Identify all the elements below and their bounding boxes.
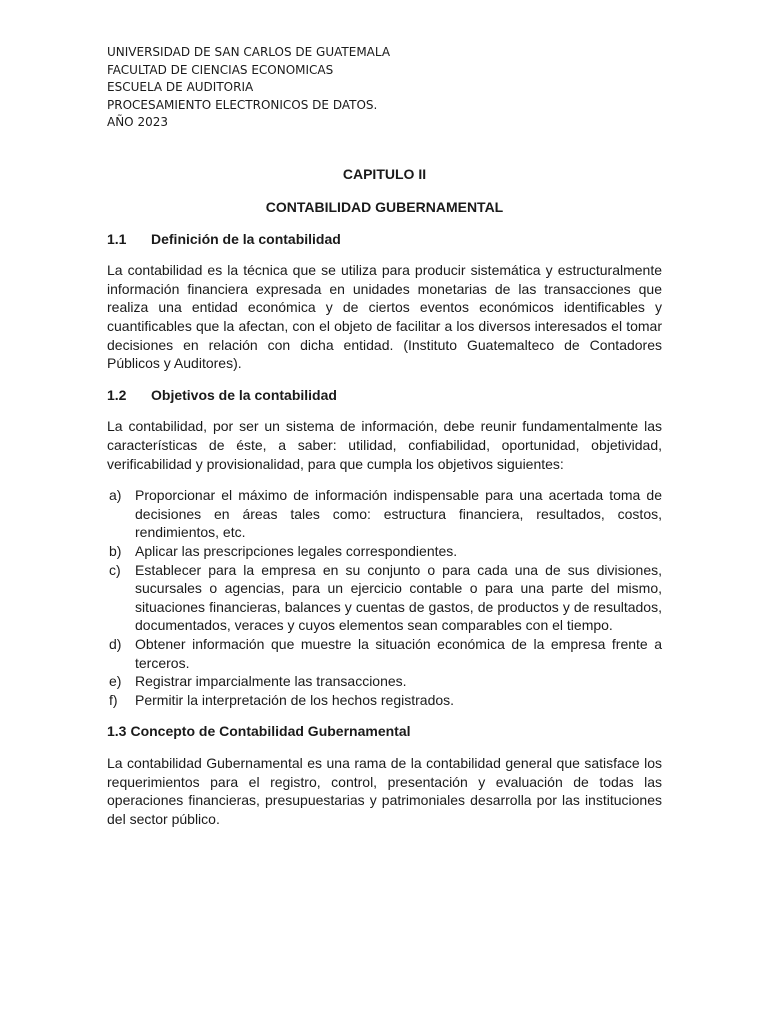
header-line-university: UNIVERSIDAD DE SAN CARLOS DE GUATEMALA [107, 45, 391, 59]
section-paragraph-1-2: La contabilidad, por ser un sistema de información, debe reunir fundamentalmente las características de éste, a saber: utilidad, confiabilidad, oportunidad, objetividad, verificabilidad y provisionalidad, para que cumpla los objetivos siguientes: [107, 418, 662, 472]
section-heading-1-3 [107, 722, 662, 741]
header-line-faculty: FACULTAD DE CIENCIAS ECONOMICAS [107, 62, 334, 77]
section-title: Objetivos de la contabilidad [151, 386, 337, 403]
institution-header [107, 44, 662, 132]
list-text: Registrar imparcialmente las transacciones. [135, 673, 407, 690]
chapter-subtitle: CONTABILIDAD GUBERNAMENTAL [265, 199, 504, 216]
list-item [107, 672, 662, 691]
list-marker: c) [109, 561, 121, 578]
header-line-course: PROCESAMIENTO ELECTRONICOS DE DATOS. [107, 97, 378, 112]
list-text: Establecer para la empresa en su conjunto o para cada una de sus divisiones, sucursales o agencias, para un ejercicio contable o para una parte del mismo, situaciones financieras, balances y cuentas de gastos, de productos y de resultados, documentados, veraces y cuyos elementos sean comparables con el tiempo. [135, 561, 662, 634]
section-number: 1.2 [107, 386, 127, 403]
list-marker: f) [109, 691, 118, 708]
list-text: Obtener información que muestre la situación económica de la empresa frente a terceros. [135, 635, 662, 671]
list-item [107, 542, 662, 561]
list-text: Permitir la interpretación de los hechos registrados. [135, 691, 455, 708]
list-item [107, 561, 662, 635]
list-item [107, 691, 662, 710]
list-text: Proporcionar el máximo de información indispensable para una acertada toma de decisiones en áreas tales como: estructura financiera, resultados, costos, rendimientos, etc. [135, 487, 662, 541]
header-line-year: AÑO 2023 [107, 115, 168, 129]
section-number: 1.1 [107, 230, 127, 247]
chapter-title: CAPITULO II [342, 165, 427, 182]
section-number: 1.3 [107, 723, 127, 740]
list-marker: d) [109, 635, 122, 652]
section-title: Concepto de Contabilidad Gubernamental [130, 723, 411, 740]
list-item [107, 486, 662, 542]
section-paragraph-1-1: La contabilidad es la técnica que se utiliza para producir sistemática y estructuralmente información financiera expresada en unidades monetarias de las transacciones que realiza una entidad económica y de ciertos eventos económicos identificables y cuantificables que la afectan, con el objeto de facilitar a los diversos interesados el tomar decisiones en relación con dicha entidad. (Instituto Guatemalteco de Contadores Públicos y Auditores). [107, 262, 662, 372]
list-text: Aplicar las prescripciones legales correspondientes. [135, 543, 458, 559]
list-item [107, 635, 662, 672]
section-title: Definición de la contabilidad [151, 230, 341, 247]
header-line-school: ESCUELA DE AUDITORIA [107, 80, 254, 94]
list-marker: a) [109, 487, 122, 504]
objectives-list [107, 486, 662, 709]
section-paragraph-1-3: La contabilidad Gubernamental es una rama de la contabilidad general que satisface los requerimientos para el registro, control, presentación y evaluación de todas las operaciones financieras, presupuestarias y patrimoniales desarrolla por las instituciones del sector público. [107, 754, 662, 827]
section-heading-1-2 [107, 386, 662, 405]
list-marker: e) [109, 673, 122, 690]
document-page [107, 44, 662, 828]
list-marker: b) [109, 543, 122, 559]
section-heading-1-1 [107, 230, 662, 249]
